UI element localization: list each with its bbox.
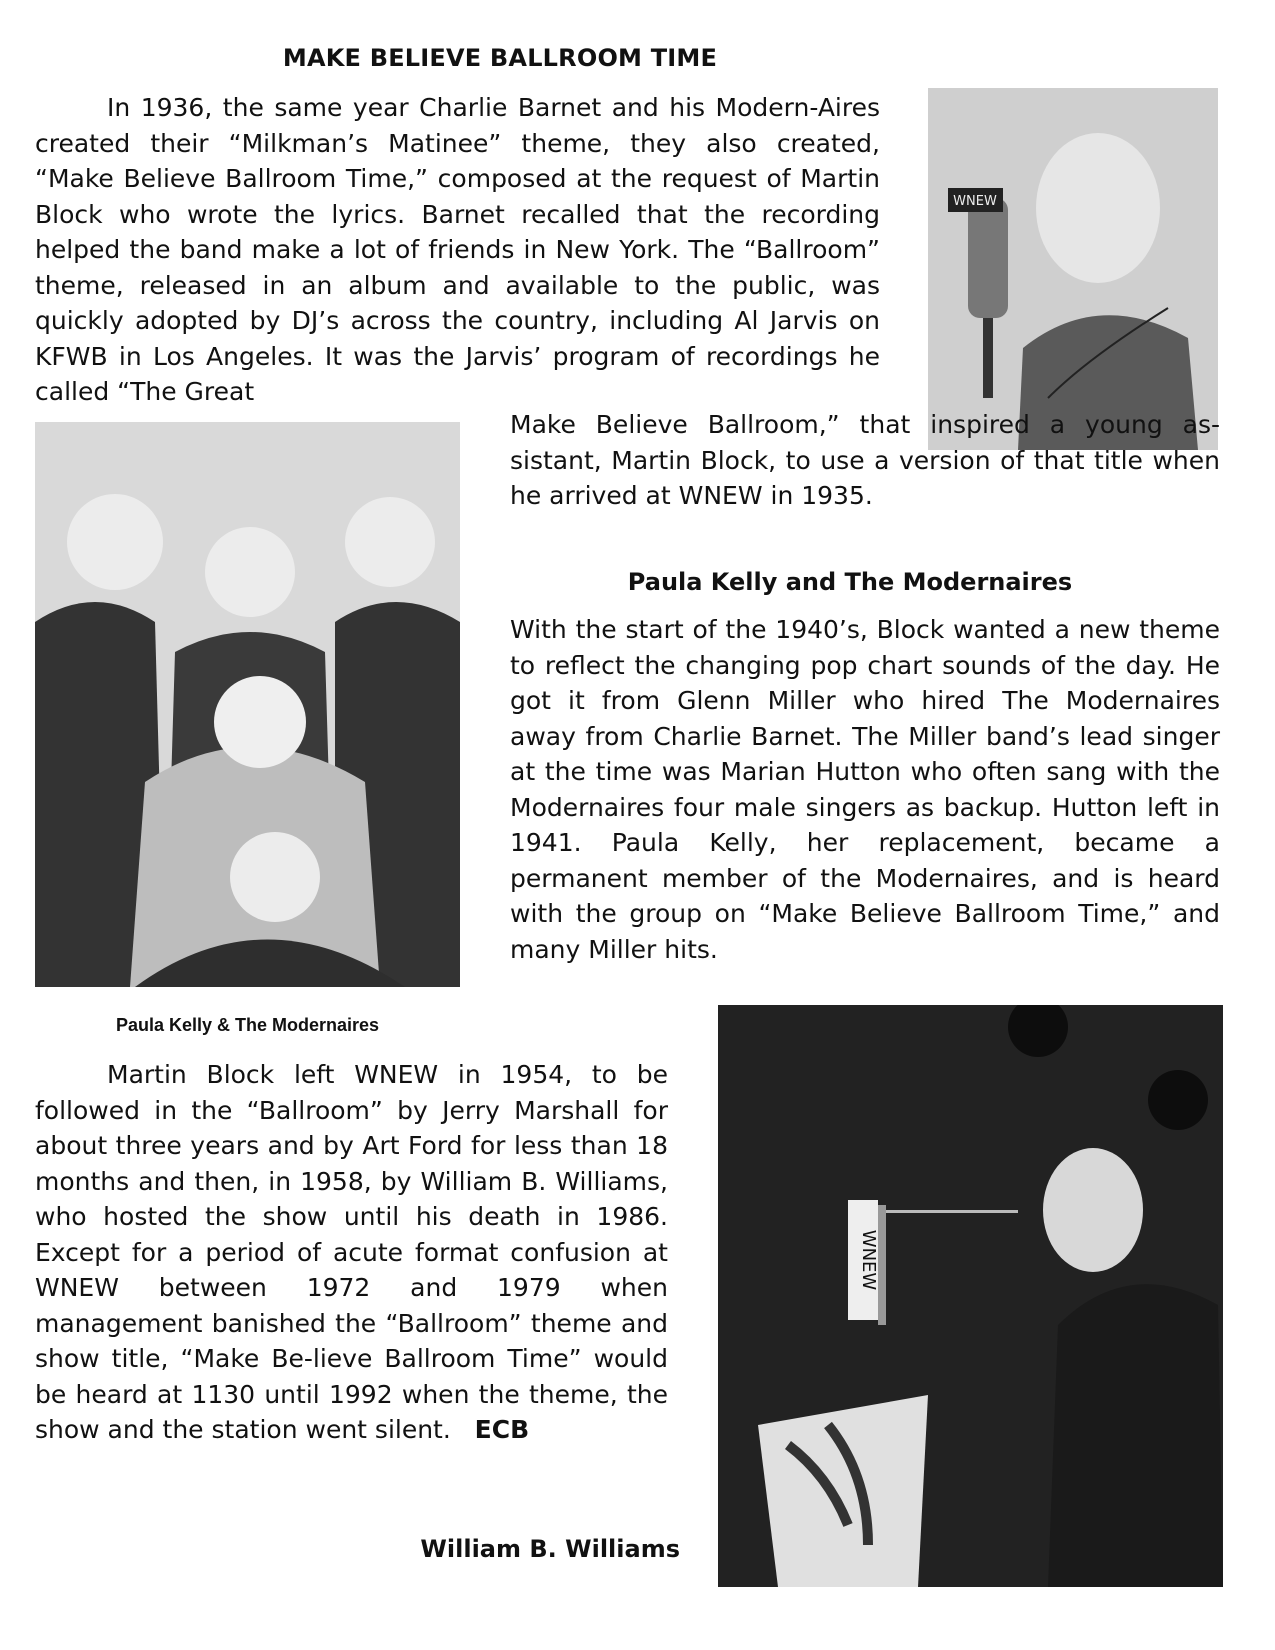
williams-illustration [718, 1005, 1223, 1587]
williams-paragraph [35, 1057, 668, 1448]
modernaires-paragraph: With the start of the 1940’s, Block wanted a new theme to reflect the changing pop chart sounds of the day. He got it from Glenn Miller who hired The Modernaires away from Charlie Barnet. The Miller band’s lead singer at the time was Marian Hutton who often sang with the Modernaires four male singers as backup. Hutton left in 1941. Paula Kelly, her replacement, became a permanent member of the Modernaires, and is heard with the group on “Make Believe Ballroom Time,” and many Miller hits. [510, 615, 1220, 964]
modernaires-photo [35, 422, 460, 987]
author-credit: ECB [474, 1415, 530, 1444]
martin-block-photo [928, 88, 1218, 450]
williams-photo [718, 1005, 1223, 1587]
williams-caption: William B. Williams [420, 1535, 680, 1563]
modernaires-illustration [35, 422, 460, 987]
modernaires-caption: Paula Kelly & The Modernaires [115, 1015, 380, 1035]
intro-paragraph-continued: Make Believe Ballroom,” that inspired a young as-sistant, Martin Block, to use a version of that title when he arrived at WNEW in 1935. [510, 410, 1220, 510]
wnew-flag-label-2: WNEW [858, 1229, 879, 1291]
modernaires-subheading: Paula Kelly and The Modernaires [627, 568, 1073, 596]
wnew-flag-label: WNEW [953, 194, 997, 209]
page-title: MAKE BELIEVE BALLROOM TIME [282, 44, 718, 72]
intro-paragraph: In 1936, the same year Charlie Barnet and his Modern-Aires created their “Milkman’s Matinee” theme, they also created, “Make Believe Ballroom Time,” composed at the request of Martin Block who wrote the lyrics. Barnet recalled that the recording helped the band make a lot of friends in New York. The “Ballroom” theme, released in an album and available to the public, was quickly adopted by DJ’s across the country, including Al Jarvis on KFWB in Los Angeles. It was the Jarvis’ program of recordings he called “The Great [35, 93, 880, 406]
williams-paragraph-text: Martin Block left WNEW in 1954, to be followed in the “Ballroom” by Jerry Marshall for about three years and by Art Ford for less than 18 months and then, in 1958, by William B. Williams, who hosted the show until his death in 1986. Except for a period of acute format confusion at WNEW between 1972 and 1979 when management banished the “Ballroom” theme and show title, “Make Be-lieve Ballroom Time” would be heard at 1130 until 1992 when the theme, the show and the station went silent. [35, 1060, 668, 1444]
martin-block-illustration [928, 88, 1218, 450]
